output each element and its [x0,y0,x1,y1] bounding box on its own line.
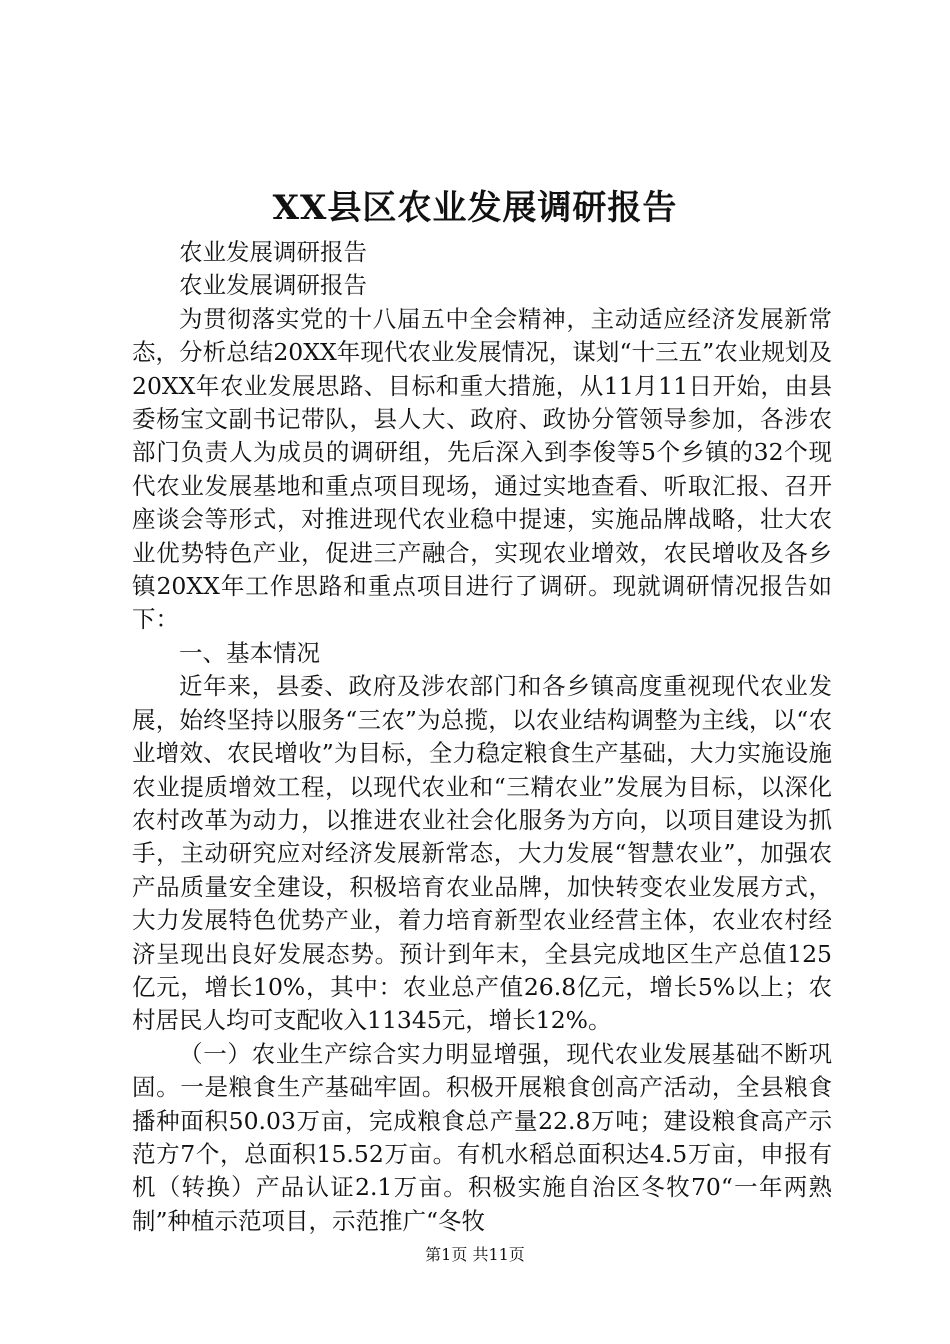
paragraph-subtitle-2: 农业发展调研报告 [179,271,367,300]
section-heading-basic-situation: 一、基本情况 [179,638,320,667]
document-title: XX县区农业发展调研报告 [272,188,678,228]
paragraph-overview: 近年来，县委、政府及涉农部门和各乡镇高度重视现代农业发展，始终坚持以服务“三农”为总揽，以农业结构调整为主线，以“农业增效、农民增收”为目标，全力稳定粮食生产基础，大力实施设施农业提质增效工程，以现代农业和“三精农业”发展为目标，以深化农村改革为动力，以推进农业社会化服务为方向，以项目建设为抓手，主动研究应对经济发展新常态，大力发展“智慧农业”，加强农产品质量安全建设，积极培育农业品牌，加快转变农业发展方式，大力发展特色优势产业，着力培育新型农业经营主体，农业农村经济呈现出良好发展态势。预计到年末，全县完成地区生产总值125亿元，增长10%，其中：农业总产值26.8亿元，增长5%以上；农村居民人均可支配收入11345元，增长12%。 [132,672,832,1035]
paragraph-subtitle-1: 农业发展调研报告 [179,238,367,266]
document-body [132,236,832,1238]
paragraph-subsection-1: （一）农业生产综合实力明显增强，现代农业发展基础不断巩固。一是粮食生产基础牢固。积极开展粮食创高产活动，全县粮食播种面积50.03万亩，完成粮食总产量22.8万吨；建设粮食高产示范方7个，总面积15.52万亩。有机水稻总面积达4.5万亩，申报有机（转换）产品认证2.1万亩。积极实施自治区冬牧70“一年两熟制”种植示范项目，示范推广“冬牧 [132,1039,832,1235]
page-number-footer: 第1页 共11页 [425,1245,525,1264]
paragraph-intro: 为贯彻落实党的十八届五中全会精神，主动适应经济发展新常态，分析总结20XX年现代农业发展情况，谋划“十三五”农业规划及20XX年农业发展思路、目标和重大措施，从11月11日开始，由县委杨宝文副书记带队，县人大、政府、政协分管领导参加，各涉农部门负责人为成员的调研组，先后深入到李俊等5个乡镇的32个现代农业发展基地和重点项目现场，通过实地查看、听取汇报、召开座谈会等形式，对推进现代农业稳中提速，实施品牌战略，壮大农业优势特色产业，促进三产融合，实现农业增效，农民增收及各乡镇20XX年工作思路和重点项目进行了调研。现就调研情况报告如下： [132,304,832,634]
